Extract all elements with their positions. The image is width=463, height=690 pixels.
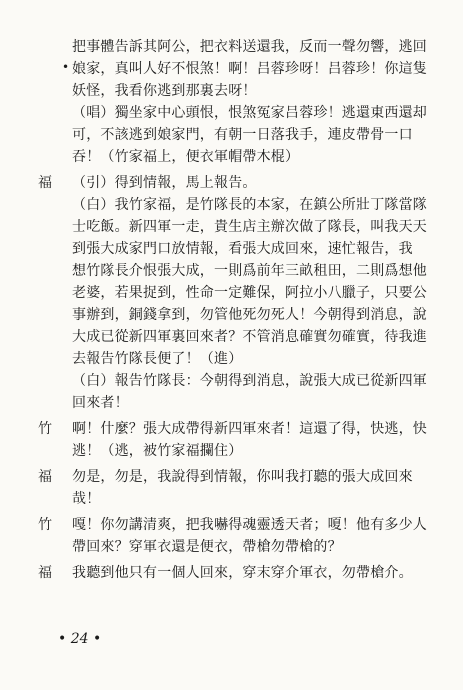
dialogue-entry: [38, 36, 443, 168]
text-line: 我聽到他只有一個人回來，穿末穿介軍衣，勿帶槍介。: [72, 565, 413, 581]
bullet-mark: •: [62, 60, 70, 74]
text-line: 嘎！你勿講清爽，把我嚇得魂靈透天者；嗄！他有多少人: [72, 517, 427, 533]
dialogue-entry: [38, 172, 443, 414]
page-number: • 24 •: [58, 631, 102, 647]
text-line: （唱）獨坐家中心頭恨，恨煞冤家吕蓉珍！逃還東西還却: [72, 105, 427, 121]
dialogue-entry: [38, 514, 443, 558]
text-line: 到張大成家門口放情報，看張大成回來，速忙報告，我: [72, 241, 413, 257]
text-line: 妖怪，我看你逃到那裏去呀！: [72, 83, 257, 99]
speaker-label: 福: [38, 565, 52, 581]
script-text: [38, 36, 443, 584]
text-line: 想竹隊長介恨張大成，一則爲前年三畝租田，二則爲想他: [72, 263, 427, 279]
dialogue-entry: [38, 418, 443, 462]
dialogue-lines: [72, 172, 443, 414]
text-line: 可，不該逃到娘家門，有朝一日落我手，連皮帶骨一口: [72, 127, 413, 143]
dialogue-lines: [72, 418, 443, 462]
text-line: （引）得到情報，馬上報告。: [72, 175, 257, 191]
text-line: 吞！（竹家福上，便衣軍帽帶木棍）: [72, 149, 300, 165]
text-line: 事辦到，銅錢拿到，勿管他死勿死人！今朝得到消息，說: [72, 307, 427, 323]
text-line: 士吃飯。新四軍一走，貴生店主辦次做了隊長，叫我天天: [72, 219, 427, 235]
text-line: 逃！（逃，被竹家福攔住）: [72, 443, 243, 459]
speaker-label: 竹: [38, 517, 52, 533]
text-line: 啊！什麼？張大成帶得新四軍來者！這還了得，快逃，快: [72, 421, 427, 437]
text-line: 娘家，真叫人好不恨煞！啊！吕蓉珍呀！吕蓉珍！你這隻: [72, 61, 427, 77]
speaker-label: 竹: [38, 421, 52, 437]
text-line: 哉！: [72, 491, 101, 507]
speaker-label: 福: [38, 469, 52, 485]
text-line: 帶回來？穿軍衣還是便衣，帶槍勿帶槍的？: [72, 539, 342, 555]
text-line: 老婆，若果捉到，性命一定難保，阿拉小八臘子，只要公: [72, 285, 427, 301]
dialogue-entry: [38, 562, 443, 584]
text-line: 大成已從新四軍裏回來者？不管消息確實勿確實，待我進: [72, 329, 427, 345]
dialogue-lines: [72, 514, 443, 558]
text-line: 把事體告訴其阿公，把衣料送還我，反而一聲勿響，逃回: [72, 39, 427, 55]
text-line: 回來者！: [72, 395, 129, 411]
dialogue-lines: [72, 36, 443, 168]
text-line: 勿是，勿是，我說得到情報，你叫我打聽的張大成回來: [72, 469, 413, 485]
text-line: （白）我竹家福，是竹隊長的本家，在鎮公所壯丁隊當隊: [72, 197, 427, 213]
text-line: 去報告竹隊長便了！（進）: [72, 351, 243, 367]
text-line: （白）報告竹隊長：今朝得到消息，說張大成已從新四軍: [72, 373, 427, 389]
dialogue-lines: [72, 466, 443, 510]
dialogue-entry: [38, 466, 443, 510]
speaker-label: 福: [38, 175, 52, 191]
dialogue-lines: [72, 562, 443, 584]
